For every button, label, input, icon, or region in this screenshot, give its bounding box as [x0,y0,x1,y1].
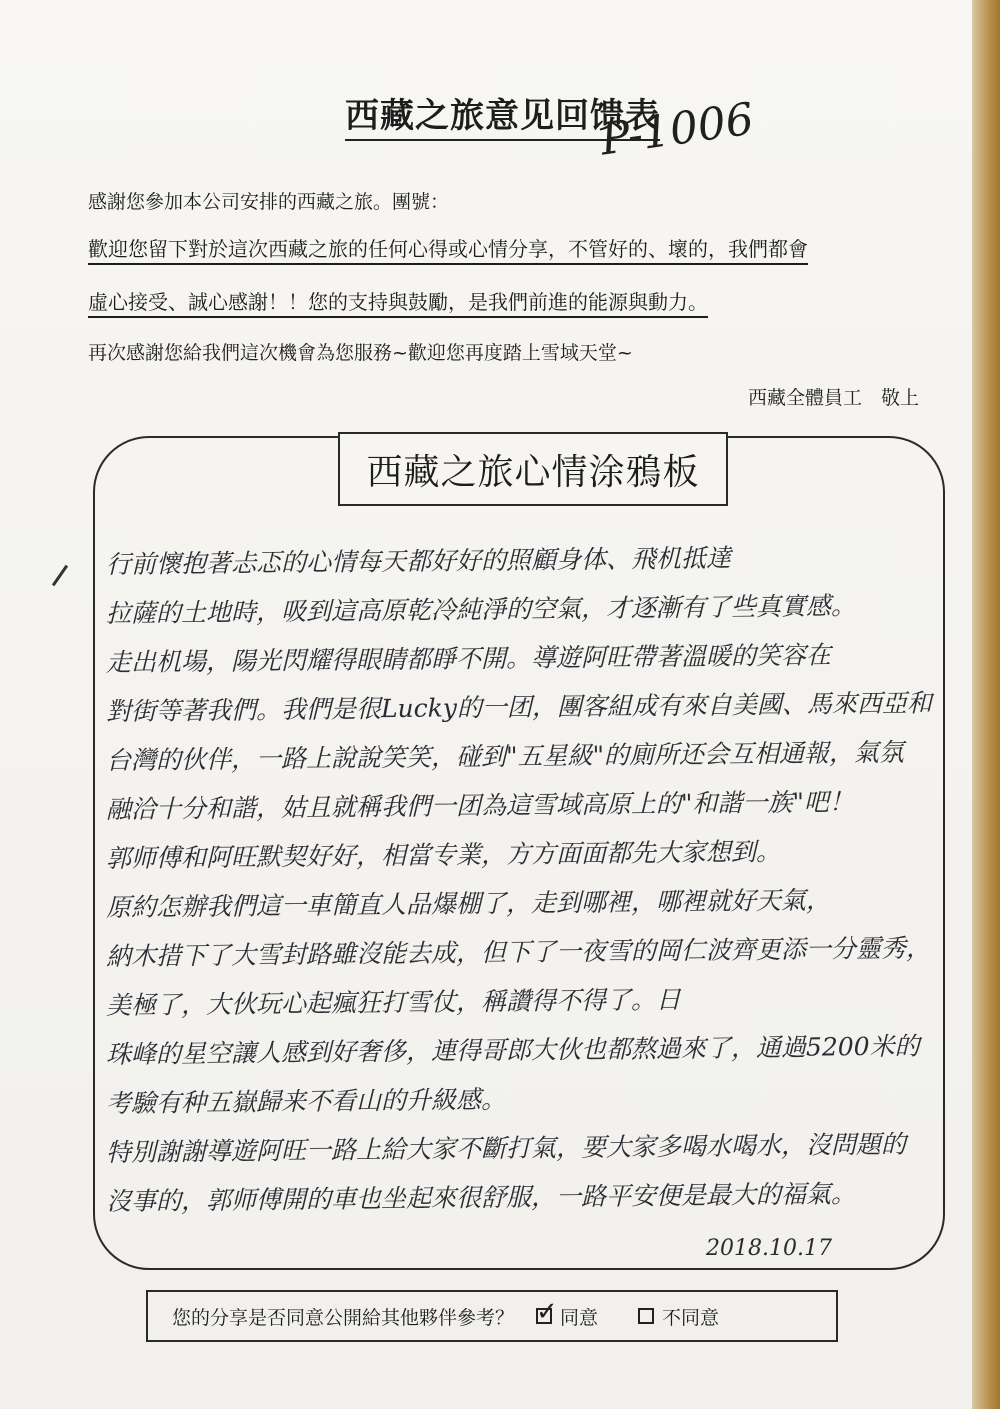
handwritten-line: 納木措下了大雪封路雖沒能去成，但下了一夜雪的岡仁波齊更添一分靈秀， [105,933,932,971]
intro-line: 感謝您參加本公司安排的西藏之旅。團號： [88,191,450,213]
check-mark-icon: ✓ [536,1297,558,1327]
handwritten-line: 沒事的，郭师傅開的車也坐起來很舒服，一路平安便是最大的福氣。 [105,1179,857,1216]
handwritten-reference-number: P-1006 [597,93,757,166]
handwritten-line: 融洽十分和諧，姑且就稱我們一团為這雪域高原上的"和諧一族"吧！ [105,787,855,824]
handwritten-line: 原約怎辦我們這一車簡直人品爆棚了，走到哪裡，哪裡就好天氣， [105,885,832,922]
consent-question: 您的分享是否同意公開給其他夥伴參考？ [172,1306,515,1329]
disagree-label: 不同意 [662,1306,720,1329]
request-line-1: 歡迎您留下對於這次西藏之旅的任何心得或心情分享，不管好的、壞的，我們都會 [88,237,808,261]
handwritten-line: 美極了，大伙玩心起瘋狂打雪仗，稱讚得不得了。日 [105,984,682,1020]
disagree-option[interactable] [638,1303,719,1330]
handwritten-line: 對街等著我們。我們是很Lucky的一团，團客組成有來自美國、馬來西亞和 [105,688,933,726]
handwritten-line: 郭师傅和阿旺默契好好，相當专業，方方面面都先大家想到。 [105,836,782,873]
graffiti-board-title: 西藏之旅心情涂鴉板 [338,432,728,506]
agree-option[interactable] [536,1297,599,1330]
handwritten-line: 珠峰的星空讓人感到好奢侈，連得哥郎大伙也都熬過來了，通過5200米的 [105,1031,920,1069]
handwritten-line: 拉薩的土地時，吸到這高原乾冷純淨的空氣，才逐漸有了些真實感。 [105,591,857,628]
handwritten-feedback [106,540,942,1226]
agree-label: 同意 [560,1306,599,1329]
handwritten-line: 行前懷抱著忐忑的心情每天都好好的照顧身体、飛机抵達 [105,543,732,579]
handwritten-line: 考驗有种五嶽歸来不看山的升級感。 [105,1084,507,1118]
handwritten-line: 走出机場，陽光閃耀得眼睛都睜不開。導遊阿旺帶著溫暖的笑容在 [105,640,832,677]
consent-box [146,1290,838,1342]
handwritten-line: 特別謝謝導遊阿旺一路上給大家不斷打氣，要大家多喝水喝水，沒問題的 [105,1129,907,1167]
thanks-line: 再次感謝您給我們這次機會為您服務~歡迎您再度踏上雪域天堂~ [88,342,633,364]
signoff: 西藏全體員工 敬上 [748,387,920,409]
request-line-2: 虛心接受、誠心感謝！！您的支持與鼓勵，是我們前進的能源與動力。 [88,290,708,314]
paper-edge [972,0,1000,1409]
disagree-checkbox[interactable] [638,1308,654,1324]
handwritten-line: 台灣的伙伴，一路上說說笑笑，碰到"五星級"的廁所还会互相通報，氣氛 [105,737,905,775]
agree-checkbox[interactable] [536,1297,558,1327]
handwritten-date: 2018.10.17 [706,1236,832,1261]
form-title: 西藏之旅意见回馈表 [345,88,660,141]
